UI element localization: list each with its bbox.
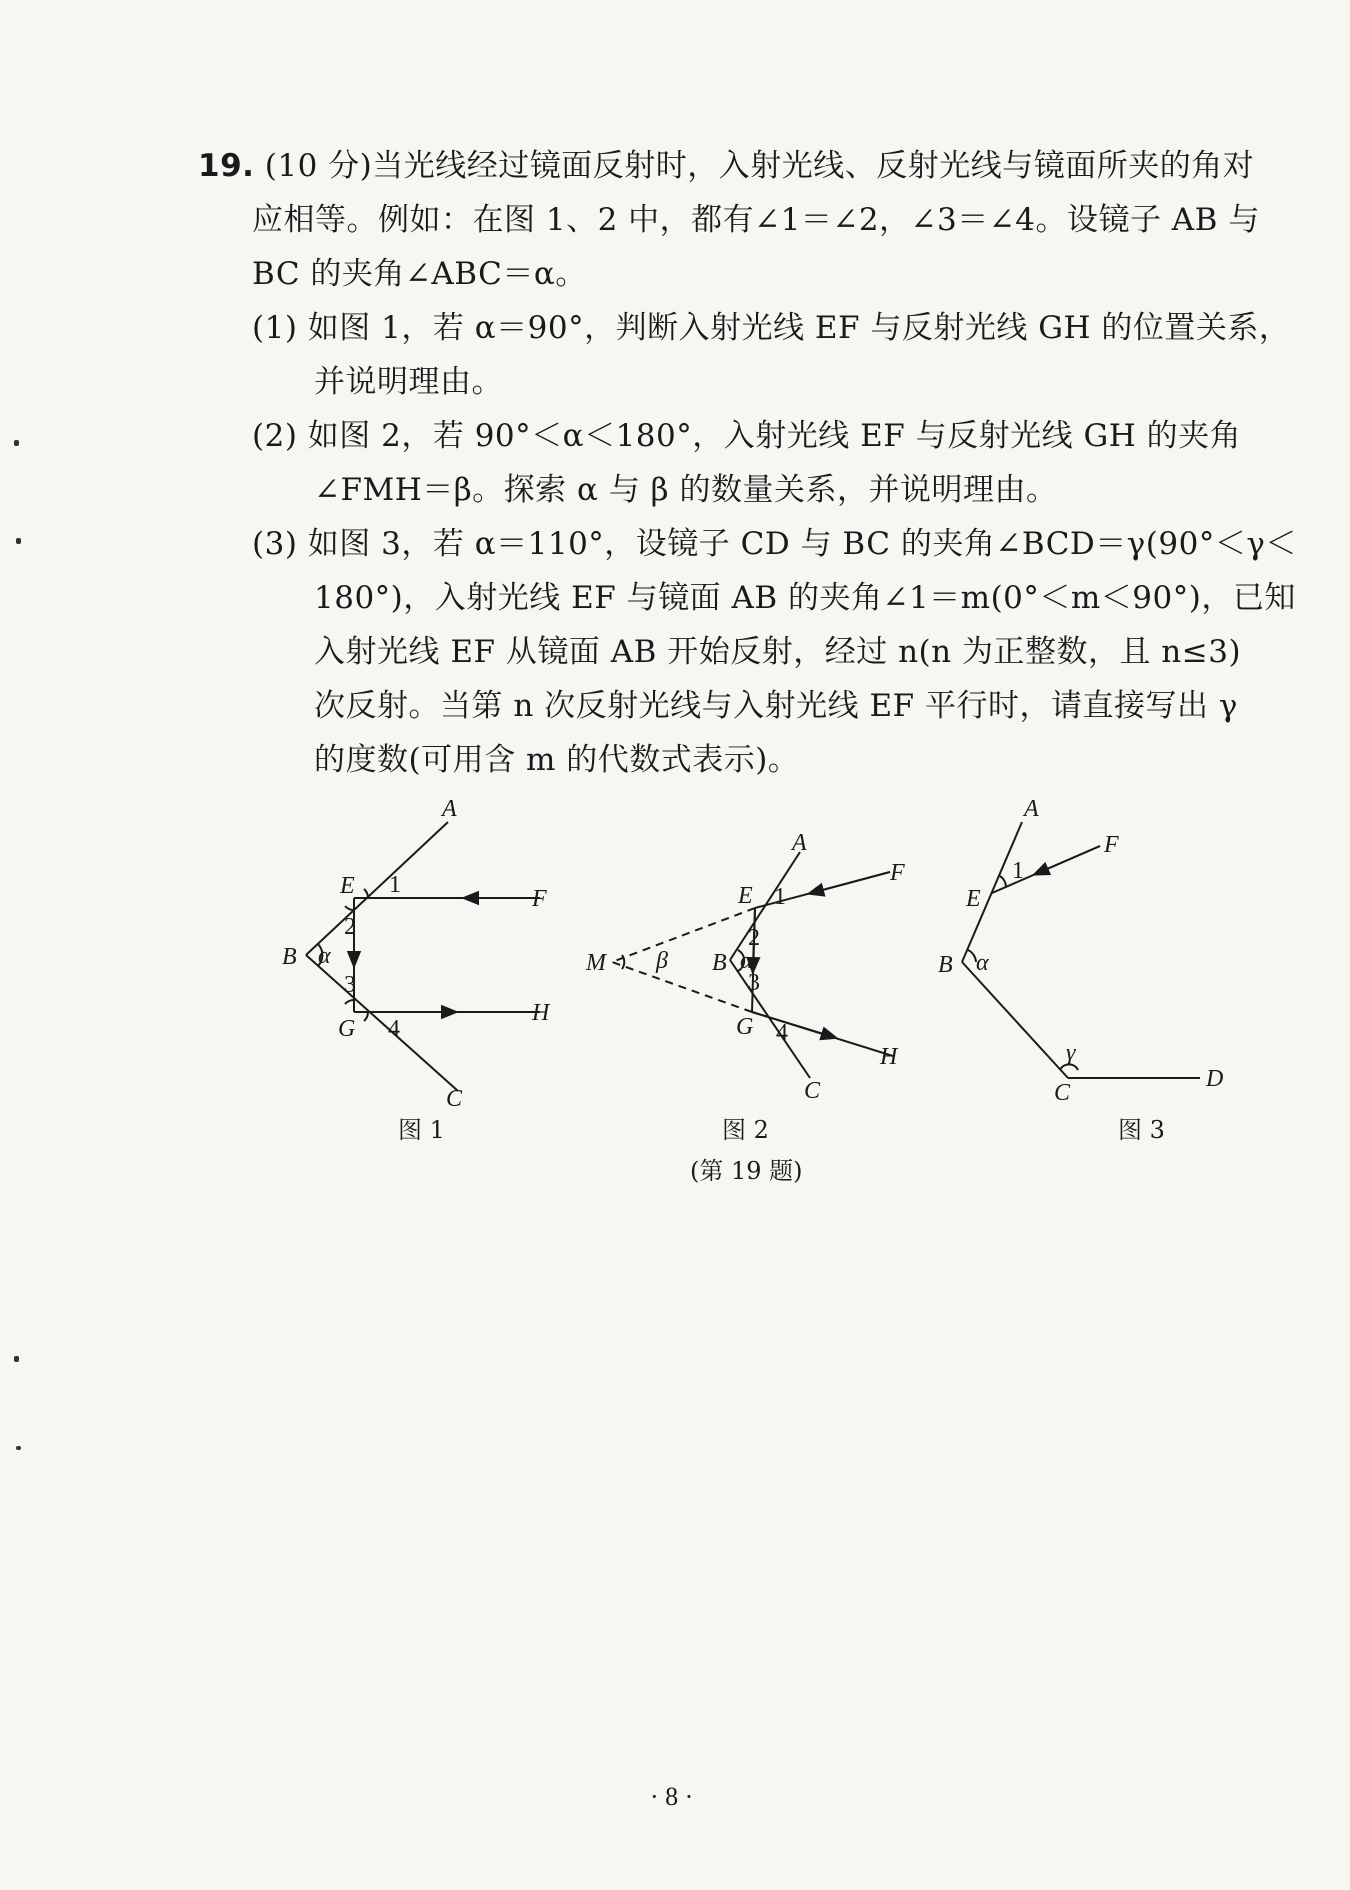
- fig3-label-b: B: [938, 952, 953, 978]
- fig3-caption: 图 3: [1118, 1116, 1165, 1144]
- fig1-label-a: A: [442, 796, 457, 822]
- fig3-label-d: D: [1206, 1066, 1224, 1092]
- sub3-line-3: 入射光线 EF 从镜面 AB 开始反射，经过 n(n 为正整数，且 n≤3): [314, 634, 1242, 670]
- problem-text-1: (10 分)当光线经过镜面反射时，入射光线、反射光线与镜面所夹的角对: [264, 148, 1255, 184]
- fig1-label-c: C: [446, 1086, 463, 1112]
- group-caption: (第 19 题): [690, 1157, 803, 1185]
- sub3-line-1: (3) 如图 3，若 α＝110°，设镜子 CD 与 BC 的夹角∠BCD＝γ(90°＜γ＜: [252, 526, 1297, 562]
- fig3-mirror-bc: [962, 962, 1068, 1078]
- fig3-label-1: 1: [1012, 858, 1024, 884]
- fig1-arc-4: [364, 1012, 368, 1021]
- fig2-label-alpha: α: [740, 948, 753, 974]
- fig1-mirror-ab: [306, 822, 448, 955]
- fig3-alpha-arc: [968, 950, 976, 962]
- sub3-line-4: 次反射。当第 n 次反射光线与入射光线 EF 平行时，请直接写出 γ: [314, 688, 1238, 724]
- fig1-label-1: 1: [389, 872, 401, 898]
- fig2-label-1: 1: [774, 884, 786, 910]
- figure-3-labels: [938, 796, 1223, 1106]
- fig2-label-b: B: [712, 950, 727, 976]
- page-number: · 8 ·: [650, 1782, 694, 1811]
- fig2-label-2: 2: [748, 925, 760, 951]
- fig1-arc-1: [364, 889, 368, 898]
- scan-mark: [14, 440, 19, 446]
- sub1-line-1: (1) 如图 1，若 α＝90°，判断入射光线 EF 与反射光线 GH 的位置关系，: [252, 310, 1291, 346]
- sub3-line-2: 180°)，入射光线 EF 与镜面 AB 的夹角∠1＝m(0°＜m＜90°)，已知: [314, 580, 1296, 616]
- sub3-line-5: 的度数(可用含 m 的代数式表示)。: [314, 742, 800, 778]
- fig2-label-m: M: [586, 950, 606, 976]
- problem-line-3: BC 的夹角∠ABC＝α。: [252, 256, 587, 292]
- problem-line-2: 应相等。例如：在图 1、2 中，都有∠1＝∠2，∠3＝∠4。设镜子 AB 与: [252, 202, 1260, 238]
- fig1-arc-2: [345, 906, 354, 910]
- figure-1-labels: [282, 796, 551, 1112]
- fig3-label-gamma: γ: [1066, 1040, 1076, 1066]
- fig1-mirror-bc: [306, 955, 458, 1091]
- fig3-label-alpha: α: [976, 950, 989, 976]
- fig1-label-2: 2: [344, 914, 356, 940]
- fig1-label-alpha: α: [318, 943, 331, 969]
- scan-mark: [16, 1446, 21, 1450]
- fig2-label-3: 3: [748, 970, 760, 996]
- figure-3: [962, 822, 1200, 1078]
- fig1-label-3: 3: [344, 972, 356, 998]
- fig2-label-beta: β: [656, 948, 668, 974]
- fig2-dash-hm: [612, 962, 752, 1012]
- fig3-label-a: A: [1024, 796, 1039, 822]
- scan-mark: [14, 1356, 19, 1362]
- sub2-line-2: ∠FMH＝β。探索 α 与 β 的数量关系，并说明理由。: [314, 472, 1058, 508]
- fig2-label-a: A: [792, 830, 807, 856]
- fig1-arc-3: [345, 1000, 354, 1004]
- fig1-label-h: H: [532, 1000, 550, 1026]
- fig3-arc-1: [1000, 876, 1006, 887]
- fig3-label-c: C: [1054, 1080, 1071, 1106]
- fig2-label-f: F: [890, 860, 905, 886]
- sub1-line-2: 并说明理由。: [314, 364, 503, 400]
- fig2-label-c: C: [804, 1078, 821, 1104]
- fig1-label-b: B: [282, 944, 297, 970]
- fig2-beta-arc: [622, 955, 624, 969]
- figure-1: [306, 822, 540, 1091]
- fig1-caption: 图 1: [398, 1116, 445, 1144]
- fig1-label-e: E: [340, 873, 355, 899]
- fig2-label-h: H: [880, 1044, 898, 1070]
- scan-mark: [16, 538, 21, 544]
- fig3-label-f: F: [1104, 832, 1119, 858]
- fig2-label-e: E: [738, 883, 753, 909]
- sub2-line-1: (2) 如图 2，若 90°＜α＜180°，入射光线 EF 与反射光线 GH 的夹角: [252, 418, 1242, 454]
- fig1-label-4: 4: [388, 1016, 400, 1042]
- figure-2-labels: [585, 830, 905, 1104]
- fig1-label-g: G: [338, 1016, 356, 1042]
- fig2-label-4: 4: [776, 1020, 788, 1046]
- fig2-label-g: G: [736, 1014, 754, 1040]
- fig1-label-f: F: [532, 886, 547, 912]
- fig2-caption: 图 2: [722, 1116, 769, 1144]
- fig3-label-e: E: [966, 886, 981, 912]
- problem-number: 19.: [198, 148, 255, 184]
